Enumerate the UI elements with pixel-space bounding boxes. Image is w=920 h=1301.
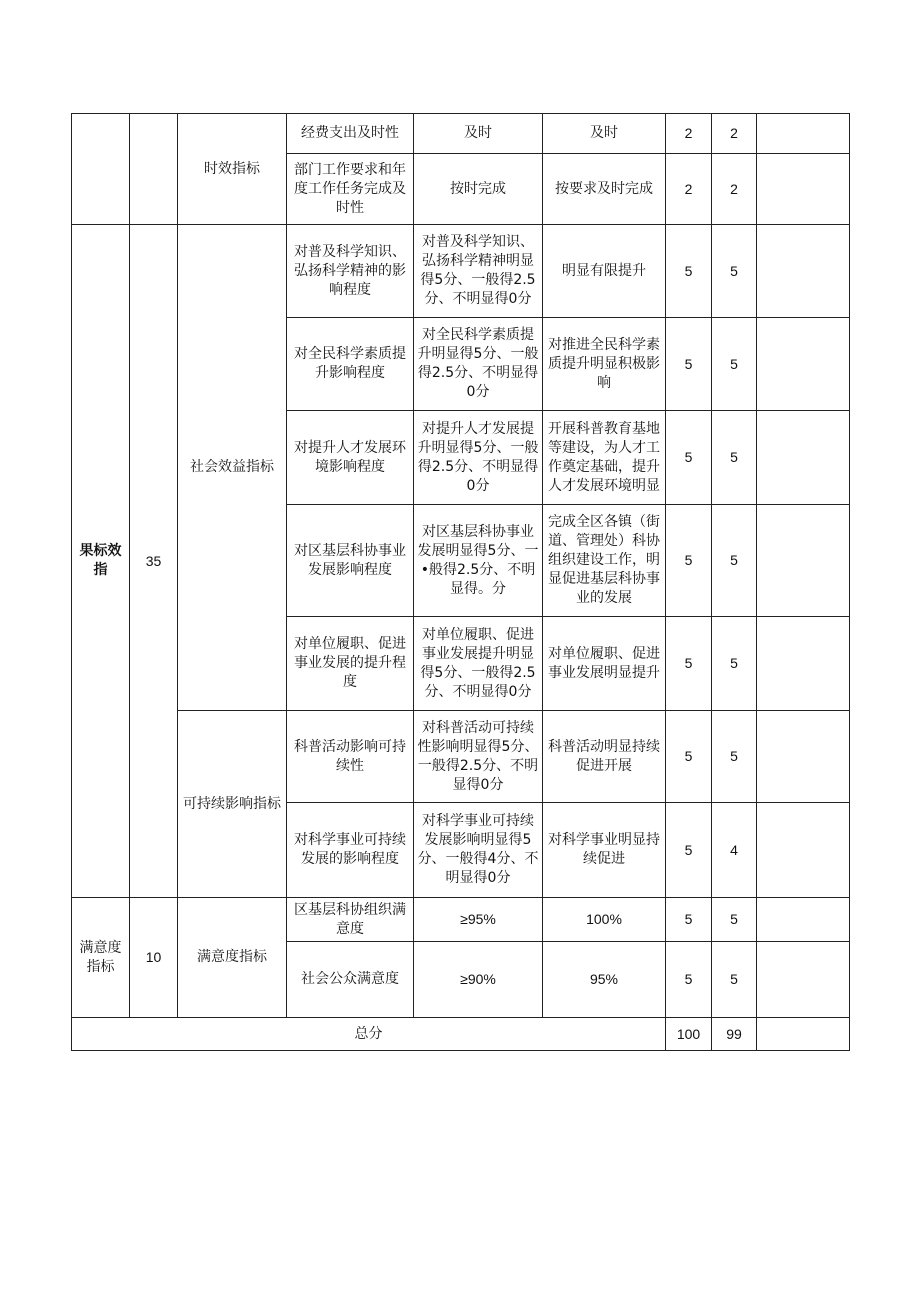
section-weight-effect: 35 [130, 225, 178, 898]
weight-cell: 2 [666, 114, 712, 154]
target-cell: ≥95% [414, 898, 543, 942]
table-row [72, 711, 850, 803]
total-note [757, 1018, 850, 1051]
weight-cell: 5 [666, 898, 712, 942]
actual-cell: 对推进全民科学素质提升明显积极影响 [543, 318, 666, 411]
note-cell [757, 225, 850, 318]
actual-cell: 100% [543, 898, 666, 942]
weight-cell: 2 [666, 154, 712, 225]
indicator-cell: 科普活动影响可持续性 [287, 711, 414, 803]
note-cell [757, 898, 850, 942]
indicator-cell: 区基层科协组织满意度 [287, 898, 414, 942]
group-timeliness: 时效指标 [178, 114, 287, 225]
note-cell [757, 114, 850, 154]
performance-evaluation-table [71, 113, 850, 1051]
actual-cell: 完成全区各镇（街道、管理处）科协组织建设工作，明显促进基层科协事业的发展 [543, 505, 666, 617]
group-sustainability: 可持续影响指标 [178, 711, 287, 898]
table-row [72, 225, 850, 318]
target-cell: 对科普活动可持续性影响明显得5分、一般得2.5分、不明显得0分 [414, 711, 543, 803]
section-label-effect: 果标效指 [72, 225, 130, 898]
score-cell: 5 [712, 225, 757, 318]
target-cell: 对提升人才发展提升明显得5分、一般得2.5分、不明显得0分 [414, 411, 543, 505]
weight-cell: 5 [666, 505, 712, 617]
weight-cell: 5 [666, 803, 712, 898]
score-cell: 5 [712, 318, 757, 411]
score-cell: 5 [712, 898, 757, 942]
note-cell [757, 711, 850, 803]
note-cell [757, 154, 850, 225]
target-cell: 对科学事业可持续发展影响明显得5分、一般得4分、不明显得0分 [414, 803, 543, 898]
indicator-cell: 对科学事业可持续发展的影响程度 [287, 803, 414, 898]
section-label-satisfaction: 满意度指标 [72, 898, 130, 1018]
indicator-cell: 经费支出及时性 [287, 114, 414, 154]
score-cell: 2 [712, 154, 757, 225]
score-cell: 5 [712, 711, 757, 803]
actual-cell: 明显有限提升 [543, 225, 666, 318]
note-cell [757, 411, 850, 505]
indicator-cell: 对区基层科协事业发展影响程度 [287, 505, 414, 617]
weight-cell: 5 [666, 411, 712, 505]
total-label: 总分 [72, 1018, 666, 1051]
total-score: 99 [712, 1018, 757, 1051]
actual-cell: 对科学事业明显持续促进 [543, 803, 666, 898]
indicator-cell: 对全民科学素质提升影响程度 [287, 318, 414, 411]
weight-cell: 5 [666, 617, 712, 711]
indicator-cell: 部门工作要求和年度工作任务完成及时性 [287, 154, 414, 225]
total-row [72, 1018, 850, 1051]
score-cell: 5 [712, 942, 757, 1018]
actual-cell: 95% [543, 942, 666, 1018]
score-cell: 5 [712, 617, 757, 711]
indicator-cell: 对普及科学知识、弘扬科学精神的影响程度 [287, 225, 414, 318]
score-cell: 4 [712, 803, 757, 898]
table-row [72, 114, 850, 154]
score-cell: 2 [712, 114, 757, 154]
target-cell: 对全民科学素质提升明显得5分、一般得2.5分、不明显得0分 [414, 318, 543, 411]
section-weight-empty [130, 114, 178, 225]
weight-cell: 5 [666, 711, 712, 803]
table-row [72, 898, 850, 942]
group-social-benefit: 社会效益指标 [178, 225, 287, 711]
target-cell: 及时 [414, 114, 543, 154]
actual-cell: 科普活动明显持续促进开展 [543, 711, 666, 803]
weight-cell: 5 [666, 225, 712, 318]
note-cell [757, 505, 850, 617]
target-cell: ≥90% [414, 942, 543, 1018]
actual-cell: 按要求及时完成 [543, 154, 666, 225]
note-cell [757, 942, 850, 1018]
score-cell: 5 [712, 411, 757, 505]
total-weight: 100 [666, 1018, 712, 1051]
indicator-cell: 对提升人才发展环境影响程度 [287, 411, 414, 505]
section-cell-empty [72, 114, 130, 225]
target-cell: 对单位履职、促进事业发展提升明显得5分、一般得2.5分、不明显得0分 [414, 617, 543, 711]
note-cell [757, 617, 850, 711]
note-cell [757, 803, 850, 898]
weight-cell: 5 [666, 942, 712, 1018]
actual-cell: 开展科普教育基地等建设，为人才工作奠定基础，提升人才发展环境明显 [543, 411, 666, 505]
target-cell: 对区基层科协事业发展明显得5分、一•般得2.5分、不明显得。分 [414, 505, 543, 617]
note-cell [757, 318, 850, 411]
group-satisfaction: 满意度指标 [178, 898, 287, 1018]
section-weight-satisfaction: 10 [130, 898, 178, 1018]
score-cell: 5 [712, 505, 757, 617]
indicator-cell: 社会公众满意度 [287, 942, 414, 1018]
weight-cell: 5 [666, 318, 712, 411]
target-cell: 按时完成 [414, 154, 543, 225]
indicator-cell: 对单位履职、促进事业发展的提升程度 [287, 617, 414, 711]
actual-cell: 及时 [543, 114, 666, 154]
actual-cell: 对单位履职、促进事业发展明显提升 [543, 617, 666, 711]
target-cell: 对普及科学知识、弘扬科学精神明显得5分、一般得2.5分、不明显得0分 [414, 225, 543, 318]
